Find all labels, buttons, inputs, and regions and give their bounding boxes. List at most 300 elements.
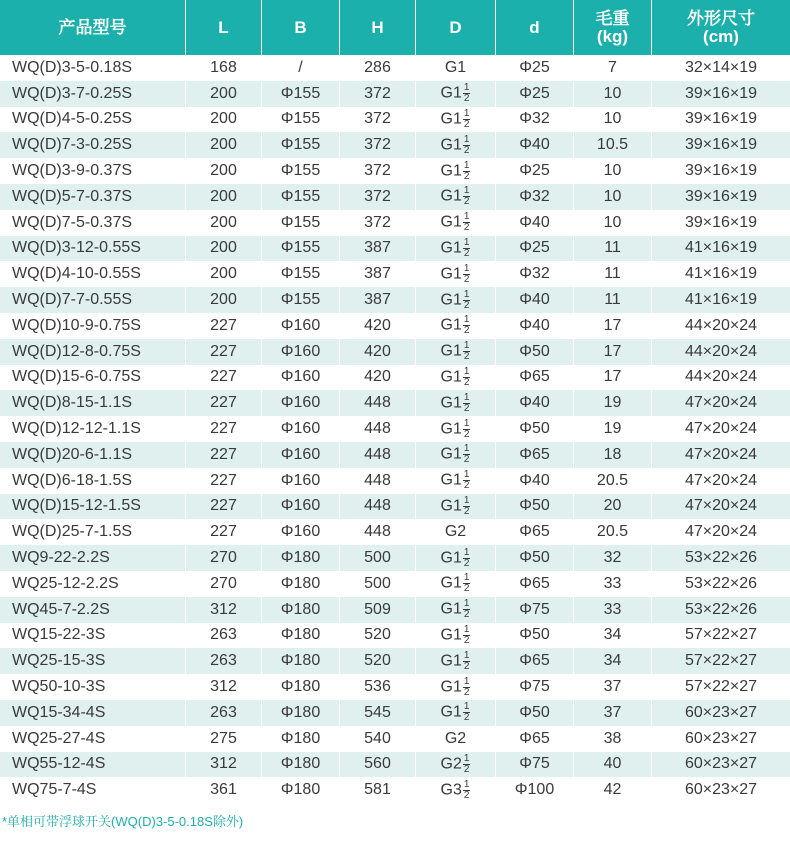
table-row xyxy=(0,752,790,778)
cell-d-lower: Φ32 xyxy=(496,184,574,210)
thread-fraction xyxy=(463,341,471,362)
thread-size: G1 xyxy=(440,84,462,102)
cell-d-upper xyxy=(416,468,496,494)
fraction-numerator: 1 xyxy=(463,340,470,352)
table-row xyxy=(0,494,790,520)
cell-d-upper xyxy=(416,313,496,339)
fraction-numerator: 1 xyxy=(463,82,470,94)
cell-h: 372 xyxy=(340,184,416,210)
thread-fraction xyxy=(463,367,471,388)
cell-weight: 19 xyxy=(574,390,652,416)
header-weight-unit: (kg) xyxy=(596,26,629,46)
cell-d-lower: Φ40 xyxy=(496,390,574,416)
cell-d-upper xyxy=(416,416,496,442)
fraction-numerator: 1 xyxy=(463,133,470,145)
cell-h: 560 xyxy=(340,752,416,778)
fraction-numerator: 1 xyxy=(463,752,470,764)
header-l: L xyxy=(186,0,262,55)
cell-d-lower: Φ50 xyxy=(496,545,574,571)
cell-b: Φ180 xyxy=(262,648,340,674)
thread-fraction xyxy=(463,496,471,517)
cell-b: Φ180 xyxy=(262,674,340,700)
cell-d-lower: Φ50 xyxy=(496,339,574,365)
thread-size: G1 xyxy=(440,497,462,515)
cell-d-lower: Φ75 xyxy=(496,674,574,700)
thread-fraction xyxy=(463,780,471,801)
cell-l: 227 xyxy=(186,468,262,494)
fraction-denominator: 2 xyxy=(463,583,470,595)
table-row xyxy=(0,777,790,803)
cell-b: Φ180 xyxy=(262,545,340,571)
cell-b: Φ155 xyxy=(262,81,340,107)
thread-fraction xyxy=(463,290,471,311)
cell-dimensions: 41×16×19 xyxy=(652,261,790,287)
cell-b: Φ160 xyxy=(262,339,340,365)
thread-size: G1 xyxy=(440,575,462,593)
cell-model: WQ15-22-3S xyxy=(0,623,186,649)
thread-fraction xyxy=(463,161,471,182)
cell-dimensions: 41×16×19 xyxy=(652,287,790,313)
cell-b: Φ180 xyxy=(262,597,340,623)
table-row xyxy=(0,571,790,597)
cell-d-upper xyxy=(416,287,496,313)
cell-dimensions: 39×16×19 xyxy=(652,158,790,184)
cell-l: 312 xyxy=(186,752,262,778)
table-row xyxy=(0,442,790,468)
cell-weight: 34 xyxy=(574,648,652,674)
fraction-numerator: 1 xyxy=(463,494,470,506)
fraction-denominator: 2 xyxy=(463,609,470,621)
footnote: *单相可带浮球开关(WQ(D)3-5-0.18S除外) xyxy=(2,814,244,830)
fraction-numerator: 1 xyxy=(463,649,470,661)
cell-l: 263 xyxy=(186,623,262,649)
cell-d-lower: Φ40 xyxy=(496,210,574,236)
cell-b: Φ180 xyxy=(262,700,340,726)
table-row xyxy=(0,468,790,494)
fraction-denominator: 2 xyxy=(463,325,470,337)
table-row xyxy=(0,416,790,442)
cell-l: 200 xyxy=(186,184,262,210)
table-row xyxy=(0,726,790,752)
fraction-denominator: 2 xyxy=(463,222,470,234)
cell-d-lower: Φ25 xyxy=(496,236,574,262)
cell-h: 520 xyxy=(340,623,416,649)
cell-d-lower: Φ50 xyxy=(496,623,574,649)
cell-model: WQ(D)3-5-0.18S xyxy=(0,55,186,81)
thread-size: G1 xyxy=(440,652,462,670)
cell-l: 200 xyxy=(186,287,262,313)
cell-d-upper xyxy=(416,184,496,210)
thread-size: G1 xyxy=(440,136,462,154)
fraction-denominator: 2 xyxy=(463,402,470,414)
cell-model: WQ25-27-4S xyxy=(0,726,186,752)
cell-l: 200 xyxy=(186,261,262,287)
thread-size: G1 xyxy=(440,188,462,206)
cell-d-upper xyxy=(416,597,496,623)
fraction-denominator: 2 xyxy=(463,299,470,311)
cell-b: Φ180 xyxy=(262,571,340,597)
thread-fraction xyxy=(463,599,471,620)
thread-size: G1 xyxy=(440,678,462,696)
fraction-denominator: 2 xyxy=(463,789,470,801)
fraction-numerator: 1 xyxy=(463,236,470,248)
cell-model: WQ(D)25-7-1.5S xyxy=(0,519,186,545)
cell-d-upper xyxy=(416,55,496,81)
cell-weight: 10 xyxy=(574,184,652,210)
cell-dimensions: 47×20×24 xyxy=(652,494,790,520)
cell-l: 263 xyxy=(186,648,262,674)
cell-d-upper xyxy=(416,261,496,287)
cell-h: 500 xyxy=(340,571,416,597)
thread-size: G1 xyxy=(440,110,462,128)
fraction-numerator: 1 xyxy=(463,572,470,584)
cell-d-upper xyxy=(416,339,496,365)
cell-weight: 10 xyxy=(574,210,652,236)
cell-dimensions: 47×20×24 xyxy=(652,519,790,545)
cell-model: WQ25-15-3S xyxy=(0,648,186,674)
cell-dimensions: 39×16×19 xyxy=(652,107,790,133)
fraction-denominator: 2 xyxy=(463,93,470,105)
cell-b: Φ155 xyxy=(262,158,340,184)
cell-h: 387 xyxy=(340,261,416,287)
cell-h: 372 xyxy=(340,158,416,184)
cell-weight: 42 xyxy=(574,777,652,803)
cell-weight: 34 xyxy=(574,623,652,649)
thread-size: G1 xyxy=(440,265,462,283)
table-row xyxy=(0,287,790,313)
cell-d-lower: Φ65 xyxy=(496,648,574,674)
cell-d-upper xyxy=(416,365,496,391)
fraction-denominator: 2 xyxy=(463,376,470,388)
cell-dimensions: 47×20×24 xyxy=(652,468,790,494)
cell-dimensions: 44×20×24 xyxy=(652,339,790,365)
cell-model: WQ25-12-2.2S xyxy=(0,571,186,597)
table-row xyxy=(0,519,790,545)
cell-d-upper xyxy=(416,726,496,752)
cell-d-lower: Φ65 xyxy=(496,519,574,545)
fraction-numerator: 1 xyxy=(463,365,470,377)
fraction-denominator: 2 xyxy=(463,712,470,724)
cell-dimensions: 47×20×24 xyxy=(652,390,790,416)
cell-l: 227 xyxy=(186,313,262,339)
cell-h: 448 xyxy=(340,519,416,545)
cell-h: 286 xyxy=(340,55,416,81)
table-row xyxy=(0,390,790,416)
cell-d-lower: Φ32 xyxy=(496,261,574,287)
cell-l: 227 xyxy=(186,390,262,416)
cell-d-lower: Φ40 xyxy=(496,132,574,158)
cell-h: 387 xyxy=(340,287,416,313)
thread-size: G1 xyxy=(440,239,462,257)
cell-l: 227 xyxy=(186,494,262,520)
thread-fraction xyxy=(463,702,471,723)
table-body xyxy=(0,55,790,803)
fraction-numerator: 1 xyxy=(463,778,470,790)
cell-l: 227 xyxy=(186,416,262,442)
cell-weight: 38 xyxy=(574,726,652,752)
cell-h: 540 xyxy=(340,726,416,752)
fraction-numerator: 1 xyxy=(463,417,470,429)
cell-model: WQ(D)20-6-1.1S xyxy=(0,442,186,468)
cell-model: WQ15-34-4S xyxy=(0,700,186,726)
thread-fraction xyxy=(463,393,471,414)
cell-d-upper xyxy=(416,623,496,649)
cell-weight: 20.5 xyxy=(574,468,652,494)
table-row xyxy=(0,313,790,339)
cell-l: 227 xyxy=(186,339,262,365)
cell-b: Φ160 xyxy=(262,494,340,520)
cell-b: Φ155 xyxy=(262,236,340,262)
cell-model: WQ(D)4-10-0.55S xyxy=(0,261,186,287)
cell-l: 200 xyxy=(186,81,262,107)
table-row xyxy=(0,55,790,81)
fraction-numerator: 1 xyxy=(463,107,470,119)
cell-h: 420 xyxy=(340,365,416,391)
cell-model: WQ(D)7-3-0.25S xyxy=(0,132,186,158)
fraction-denominator: 2 xyxy=(463,763,470,775)
thread-fraction xyxy=(463,651,471,672)
cell-weight: 40 xyxy=(574,752,652,778)
cell-d-upper xyxy=(416,81,496,107)
cell-d-upper xyxy=(416,674,496,700)
cell-b: Φ155 xyxy=(262,184,340,210)
cell-weight: 10 xyxy=(574,81,652,107)
cell-dimensions: 39×16×19 xyxy=(652,210,790,236)
cell-l: 361 xyxy=(186,777,262,803)
cell-h: 520 xyxy=(340,648,416,674)
thread-fraction xyxy=(463,677,471,698)
table-row xyxy=(0,107,790,133)
cell-dimensions: 39×16×19 xyxy=(652,132,790,158)
cell-dimensions: 41×16×19 xyxy=(652,236,790,262)
fraction-denominator: 2 xyxy=(463,634,470,646)
cell-h: 448 xyxy=(340,494,416,520)
cell-l: 200 xyxy=(186,107,262,133)
cell-model: WQ(D)15-12-1.5S xyxy=(0,494,186,520)
thread-fraction xyxy=(463,186,471,207)
fraction-numerator: 1 xyxy=(463,623,470,635)
fraction-numerator: 1 xyxy=(463,185,470,197)
thread-size: G1 xyxy=(440,317,462,335)
cell-b: Φ160 xyxy=(262,442,340,468)
cell-weight: 19 xyxy=(574,416,652,442)
cell-d-lower: Φ65 xyxy=(496,726,574,752)
cell-b: Φ180 xyxy=(262,752,340,778)
thread-fraction xyxy=(463,238,471,259)
thread-size: G1 xyxy=(440,626,462,644)
thread-size: G1 xyxy=(440,394,462,412)
cell-d-lower: Φ50 xyxy=(496,416,574,442)
table-row xyxy=(0,261,790,287)
cell-dimensions: 39×16×19 xyxy=(652,81,790,107)
cell-weight: 17 xyxy=(574,339,652,365)
cell-weight: 17 xyxy=(574,365,652,391)
cell-dimensions: 47×20×24 xyxy=(652,416,790,442)
cell-weight: 10.5 xyxy=(574,132,652,158)
cell-b: Φ180 xyxy=(262,623,340,649)
cell-l: 275 xyxy=(186,726,262,752)
thread-size: G1 xyxy=(440,213,462,231)
thread-fraction xyxy=(463,444,471,465)
cell-model: WQ75-7-4S xyxy=(0,777,186,803)
cell-h: 448 xyxy=(340,390,416,416)
cell-model: WQ(D)3-7-0.25S xyxy=(0,81,186,107)
cell-h: 372 xyxy=(340,107,416,133)
cell-weight: 17 xyxy=(574,313,652,339)
cell-model: WQ(D)10-9-0.75S xyxy=(0,313,186,339)
cell-l: 200 xyxy=(186,132,262,158)
thread-size: G1 xyxy=(440,446,462,464)
cell-dimensions: 60×23×27 xyxy=(652,726,790,752)
cell-b: Φ160 xyxy=(262,519,340,545)
cell-h: 448 xyxy=(340,416,416,442)
cell-model: WQ(D)15-6-0.75S xyxy=(0,365,186,391)
cell-weight: 11 xyxy=(574,287,652,313)
fraction-numerator: 1 xyxy=(463,391,470,403)
fraction-numerator: 1 xyxy=(463,469,470,481)
cell-weight: 10 xyxy=(574,158,652,184)
cell-dimensions: 60×23×27 xyxy=(652,700,790,726)
cell-l: 270 xyxy=(186,545,262,571)
header-weight xyxy=(574,0,652,55)
cell-dimensions: 60×23×27 xyxy=(652,777,790,803)
header-dimensions xyxy=(652,0,790,55)
cell-d-lower: Φ25 xyxy=(496,158,574,184)
cell-model: WQ55-12-4S xyxy=(0,752,186,778)
cell-dimensions: 57×22×27 xyxy=(652,623,790,649)
cell-d-upper xyxy=(416,648,496,674)
cell-b: Φ180 xyxy=(262,777,340,803)
header-weight-label: 毛重 xyxy=(595,8,630,28)
header-d-upper: D xyxy=(416,0,496,55)
cell-d-lower: Φ40 xyxy=(496,468,574,494)
cell-h: 545 xyxy=(340,700,416,726)
cell-weight: 18 xyxy=(574,442,652,468)
fraction-denominator: 2 xyxy=(463,660,470,672)
cell-model: WQ(D)4-5-0.25S xyxy=(0,107,186,133)
fraction-numerator: 1 xyxy=(463,211,470,223)
cell-d-lower: Φ65 xyxy=(496,571,574,597)
cell-h: 448 xyxy=(340,442,416,468)
cell-d-upper xyxy=(416,132,496,158)
cell-d-upper xyxy=(416,777,496,803)
fraction-numerator: 1 xyxy=(463,314,470,326)
cell-weight: 37 xyxy=(574,700,652,726)
cell-d-lower: Φ32 xyxy=(496,107,574,133)
cell-dimensions: 53×22×26 xyxy=(652,571,790,597)
cell-model: WQ(D)6-18-1.5S xyxy=(0,468,186,494)
cell-d-lower: Φ50 xyxy=(496,700,574,726)
cell-b: Φ155 xyxy=(262,107,340,133)
cell-h: 372 xyxy=(340,132,416,158)
cell-model: WQ(D)3-12-0.55S xyxy=(0,236,186,262)
cell-h: 509 xyxy=(340,597,416,623)
cell-model: WQ45-7-2.2S xyxy=(0,597,186,623)
table-row xyxy=(0,700,790,726)
cell-d-upper xyxy=(416,210,496,236)
cell-d-upper xyxy=(416,442,496,468)
cell-h: 420 xyxy=(340,313,416,339)
cell-h: 536 xyxy=(340,674,416,700)
thread-fraction xyxy=(463,470,471,491)
header-row xyxy=(0,0,790,55)
cell-dimensions: 47×20×24 xyxy=(652,442,790,468)
cell-d-lower: Φ40 xyxy=(496,287,574,313)
cell-weight: 10 xyxy=(574,107,652,133)
fraction-numerator: 1 xyxy=(463,443,470,455)
fraction-denominator: 2 xyxy=(463,247,470,259)
cell-d-upper xyxy=(416,752,496,778)
cell-d-lower: Φ65 xyxy=(496,442,574,468)
table-row xyxy=(0,184,790,210)
thread-fraction xyxy=(463,573,471,594)
cell-weight: 20.5 xyxy=(574,519,652,545)
header-h: H xyxy=(340,0,416,55)
table-row xyxy=(0,648,790,674)
cell-weight: 33 xyxy=(574,571,652,597)
table-row xyxy=(0,545,790,571)
cell-d-upper xyxy=(416,390,496,416)
cell-dimensions: 57×22×27 xyxy=(652,674,790,700)
header-d-lower: d xyxy=(496,0,574,55)
table-row xyxy=(0,158,790,184)
thread-size: G1 xyxy=(440,342,462,360)
cell-dimensions: 39×16×19 xyxy=(652,184,790,210)
thread-size: G1 xyxy=(440,704,462,722)
cell-d-upper xyxy=(416,519,496,545)
cell-d-lower: Φ75 xyxy=(496,752,574,778)
cell-model: WQ(D)12-8-0.75S xyxy=(0,339,186,365)
thread-size: G1 xyxy=(440,600,462,618)
fraction-numerator: 1 xyxy=(463,675,470,687)
fraction-denominator: 2 xyxy=(463,196,470,208)
cell-b: Φ160 xyxy=(262,468,340,494)
table-row xyxy=(0,132,790,158)
thread-size: G1 xyxy=(440,471,462,489)
header-b: B xyxy=(262,0,340,55)
fraction-denominator: 2 xyxy=(463,170,470,182)
table-row xyxy=(0,674,790,700)
header-model: 产品型号 xyxy=(0,0,186,55)
cell-dimensions: 53×22×26 xyxy=(652,545,790,571)
cell-weight: 20 xyxy=(574,494,652,520)
cell-d-upper xyxy=(416,158,496,184)
fraction-denominator: 2 xyxy=(463,144,470,156)
cell-weight: 11 xyxy=(574,236,652,262)
table-row xyxy=(0,339,790,365)
cell-b: Φ155 xyxy=(262,132,340,158)
cell-l: 263 xyxy=(186,700,262,726)
thread-size: G1 xyxy=(440,420,462,438)
table-row xyxy=(0,597,790,623)
fraction-denominator: 2 xyxy=(463,428,470,440)
cell-weight: 11 xyxy=(574,261,652,287)
cell-model: WQ(D)3-9-0.37S xyxy=(0,158,186,184)
cell-b: Φ155 xyxy=(262,210,340,236)
thread-fraction xyxy=(463,419,471,440)
header-dimensions-unit: (cm) xyxy=(703,26,739,46)
cell-d-lower: Φ75 xyxy=(496,597,574,623)
cell-b: Φ160 xyxy=(262,390,340,416)
fraction-denominator: 2 xyxy=(463,686,470,698)
thread-fraction xyxy=(463,625,471,646)
cell-d-lower: Φ25 xyxy=(496,55,574,81)
cell-model: WQ(D)12-12-1.1S xyxy=(0,416,186,442)
fraction-numerator: 1 xyxy=(463,598,470,610)
thread-fraction xyxy=(463,83,471,104)
cell-b: Φ180 xyxy=(262,726,340,752)
cell-weight: 7 xyxy=(574,55,652,81)
